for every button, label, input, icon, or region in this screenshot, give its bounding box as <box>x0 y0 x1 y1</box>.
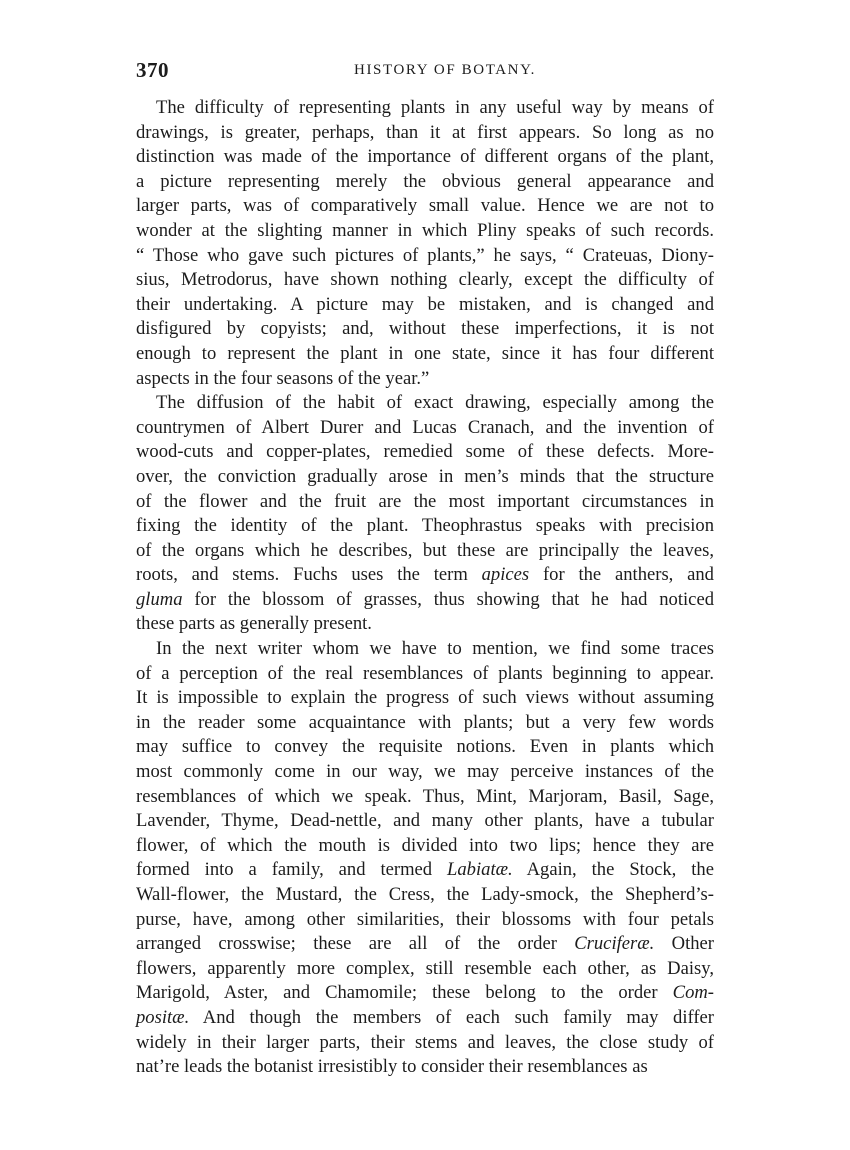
text-line <box>136 440 714 465</box>
text-line <box>136 932 714 957</box>
text-run: In the next writer whom we have to mention, we find some traces <box>156 638 714 660</box>
text-run: distinction was made of the importance of different organs of the plant, <box>136 146 714 168</box>
text-line <box>136 342 714 367</box>
text-line <box>136 858 714 883</box>
text-line <box>136 293 714 318</box>
text-line <box>136 662 714 687</box>
book-page <box>136 58 714 1080</box>
text-line <box>136 637 714 662</box>
text-run: Again, the Stock, the <box>512 859 714 881</box>
text-run: roots, and stems. Fuchs uses the term <box>136 564 482 586</box>
text-line <box>136 170 714 195</box>
text-line <box>136 834 714 859</box>
text-run: arranged crosswise; these are all of the order <box>136 933 575 955</box>
text-run: for the anthers, and <box>529 564 714 586</box>
text-line <box>136 268 714 293</box>
text-line <box>136 539 714 564</box>
text-run: drawings, is greater, perhaps, than it at first appears. So long as no <box>136 121 714 143</box>
text-line <box>136 145 714 170</box>
paragraph <box>136 637 714 1080</box>
page-header <box>136 58 714 92</box>
text-line <box>136 883 714 908</box>
text-line <box>136 809 714 834</box>
text-line <box>136 219 714 244</box>
text-line <box>136 194 714 219</box>
text-run: of the flower and the fruit are the most important circumstances in <box>136 490 714 512</box>
text-run: nat’re leads the botanist irresistibly to consider their resemblances as <box>136 1056 648 1078</box>
text-line <box>136 908 714 933</box>
text-line <box>136 244 714 269</box>
text-line <box>136 735 714 760</box>
text-run: disfigured by copyists; and, without these imperfections, it is not <box>136 318 714 340</box>
page-number: 370 <box>136 58 169 82</box>
text-run: larger parts, was of comparatively small value. Hence we are not to <box>136 195 714 217</box>
text-line <box>136 416 714 441</box>
text-run: enough to represent the plant in one state, since it has four different <box>136 342 714 364</box>
text-run: Marigold, Aster, and Chamomile; these belong to the order <box>136 982 673 1004</box>
text-run: Wall-flower, the Mustard, the Cress, the Lady-smock, the Shepherd’s- <box>136 884 714 905</box>
text-line <box>136 957 714 982</box>
text-run: resemblances of which we speak. Thus, Mint, Marjoram, Basil, Sage, <box>136 785 714 807</box>
text-run: of a perception of the real resemblances of plants beginning to appear. <box>136 662 714 684</box>
text-run: formed into a family, and termed <box>136 859 448 881</box>
text-run: The difficulty of representing plants in any useful way by means of <box>156 97 714 118</box>
text-line <box>136 563 714 588</box>
italic-term: positæ. <box>136 1006 190 1028</box>
text-run: widely in their larger parts, their stems and leaves, the close study of <box>136 1031 714 1053</box>
text-run: wood-cuts and copper-plates, remedied some of these defects. More- <box>136 441 714 463</box>
text-line <box>136 588 714 613</box>
text-run: a picture representing merely the obvious general appearance and <box>136 170 714 192</box>
text-run: aspects in the four seasons of the year.” <box>136 367 430 389</box>
text-line <box>136 96 714 121</box>
body-text <box>136 96 714 1080</box>
text-line <box>136 490 714 515</box>
italic-term: Com- <box>672 982 714 1004</box>
text-line <box>136 317 714 342</box>
text-run: in the reader some acquaintance with plants; but a very few words <box>136 711 714 733</box>
text-run: over, the conviction gradually arose in men’s minds that the structure <box>136 465 714 487</box>
text-run: “ Those who gave such pictures of plants,” he says, “ Crateuas, Diony- <box>136 244 714 266</box>
text-run: most commonly come in our way, we may perceive instances of the <box>136 761 714 783</box>
text-line <box>136 981 714 1006</box>
text-run: purse, have, among other similarities, their blossoms with four petals <box>136 908 714 930</box>
text-line <box>136 785 714 810</box>
text-line <box>136 711 714 736</box>
text-run: flower, of which the mouth is divided into two lips; hence they are <box>136 834 714 856</box>
text-run: wonder at the slighting manner in which Pliny speaks of such records. <box>136 219 714 241</box>
text-line <box>136 367 714 392</box>
paragraph <box>136 391 714 637</box>
text-run: countrymen of Albert Durer and Lucas Cranach, and the invention of <box>136 416 714 438</box>
text-line <box>136 612 714 637</box>
text-run: The diffusion of the habit of exact drawing, especially among the <box>156 392 714 414</box>
text-run: fixing the identity of the plant. Theophrastus speaks with precision <box>136 515 714 537</box>
text-line <box>136 465 714 490</box>
text-run: It is impossible to explain the progress of such views without assuming <box>136 687 714 709</box>
italic-term: Labiatæ. <box>447 859 513 881</box>
text-run: sius, Metrodorus, have shown nothing clearly, except the difficulty of <box>136 269 714 291</box>
italic-term: gluma <box>136 588 183 610</box>
italic-term: apices <box>481 564 530 586</box>
text-line <box>136 1031 714 1056</box>
text-run: of the organs which he describes, but these are principally the leaves, <box>136 539 714 561</box>
text-line <box>136 391 714 416</box>
text-run: their undertaking. A picture may be mistaken, and is changed and <box>136 293 714 315</box>
running-head: HISTORY OF BOTANY. <box>354 62 536 78</box>
text-run: may suffice to convey the requisite notions. Even in plants which <box>136 736 714 758</box>
text-line <box>136 121 714 146</box>
text-line <box>136 760 714 785</box>
text-line <box>136 514 714 539</box>
text-run: for the blossom of grasses, thus showing that he had noticed <box>182 588 714 610</box>
paragraph <box>136 96 714 391</box>
text-run: Other <box>654 933 715 955</box>
text-run: flowers, apparently more complex, still resemble each other, as Daisy, <box>136 957 714 979</box>
text-run: Lavender, Thyme, Dead-nettle, and many other plants, have a tubular <box>136 810 714 832</box>
text-line <box>136 686 714 711</box>
text-run: And though the members of each such family may differ <box>189 1006 714 1028</box>
text-line <box>136 1055 714 1080</box>
italic-term: Cruciferæ. <box>574 933 655 955</box>
text-line <box>136 1006 714 1031</box>
text-run: these parts as generally present. <box>136 613 372 635</box>
